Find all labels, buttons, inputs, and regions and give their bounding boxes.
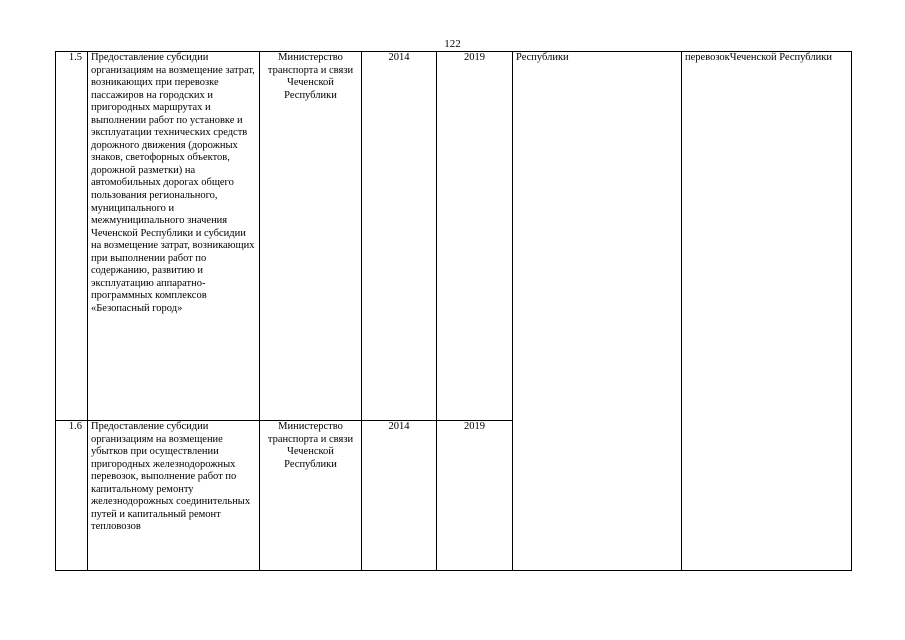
expected-result-cell: Республики <box>513 52 682 571</box>
executor: Министерство транспорта и связи Чеченской Республики <box>260 52 362 421</box>
end-year: 2019 <box>437 421 513 571</box>
end-year: 2019 <box>437 52 513 421</box>
row-number: 1.5 <box>56 52 88 421</box>
start-year: 2014 <box>362 52 437 421</box>
page-number: 122 <box>444 38 461 50</box>
indicator-link-cell: перевозокЧеченской Республики <box>682 52 852 571</box>
program-table <box>55 51 852 571</box>
measure-description: Предоставление субсидии организациям на возмещение затрат, возникающих при перевозке пассажиров на городских и пригородных маршрутах и выполнении работ по установке и эксплуатации технических средств дорожного движения (дорожных знаков, светофорных объектов, дорожной разметки) на автомобильных дорогах общего пользования регионального, муниципального и межмуниципального значения Чеченской Республики и субсидии на возмещение затрат, возникающих при выполнении работ по содержанию, развитию и эксплуатацию аппаратно-программных комплексов «Безопасный город» <box>88 52 260 421</box>
row-number: 1.6 <box>56 421 88 571</box>
executor: Министерство транспорта и связи Чеченской Республики <box>260 421 362 571</box>
start-year: 2014 <box>362 421 437 571</box>
table-row <box>56 52 852 421</box>
measure-description: Предоставление субсидии организациям на возмещение убытков при осуществлении пригородных железнодорожных перевозок, выполнение работ по капитальному ремонту железнодорожных соединительных путей и капитальный ремонт тепловозов <box>88 421 260 571</box>
